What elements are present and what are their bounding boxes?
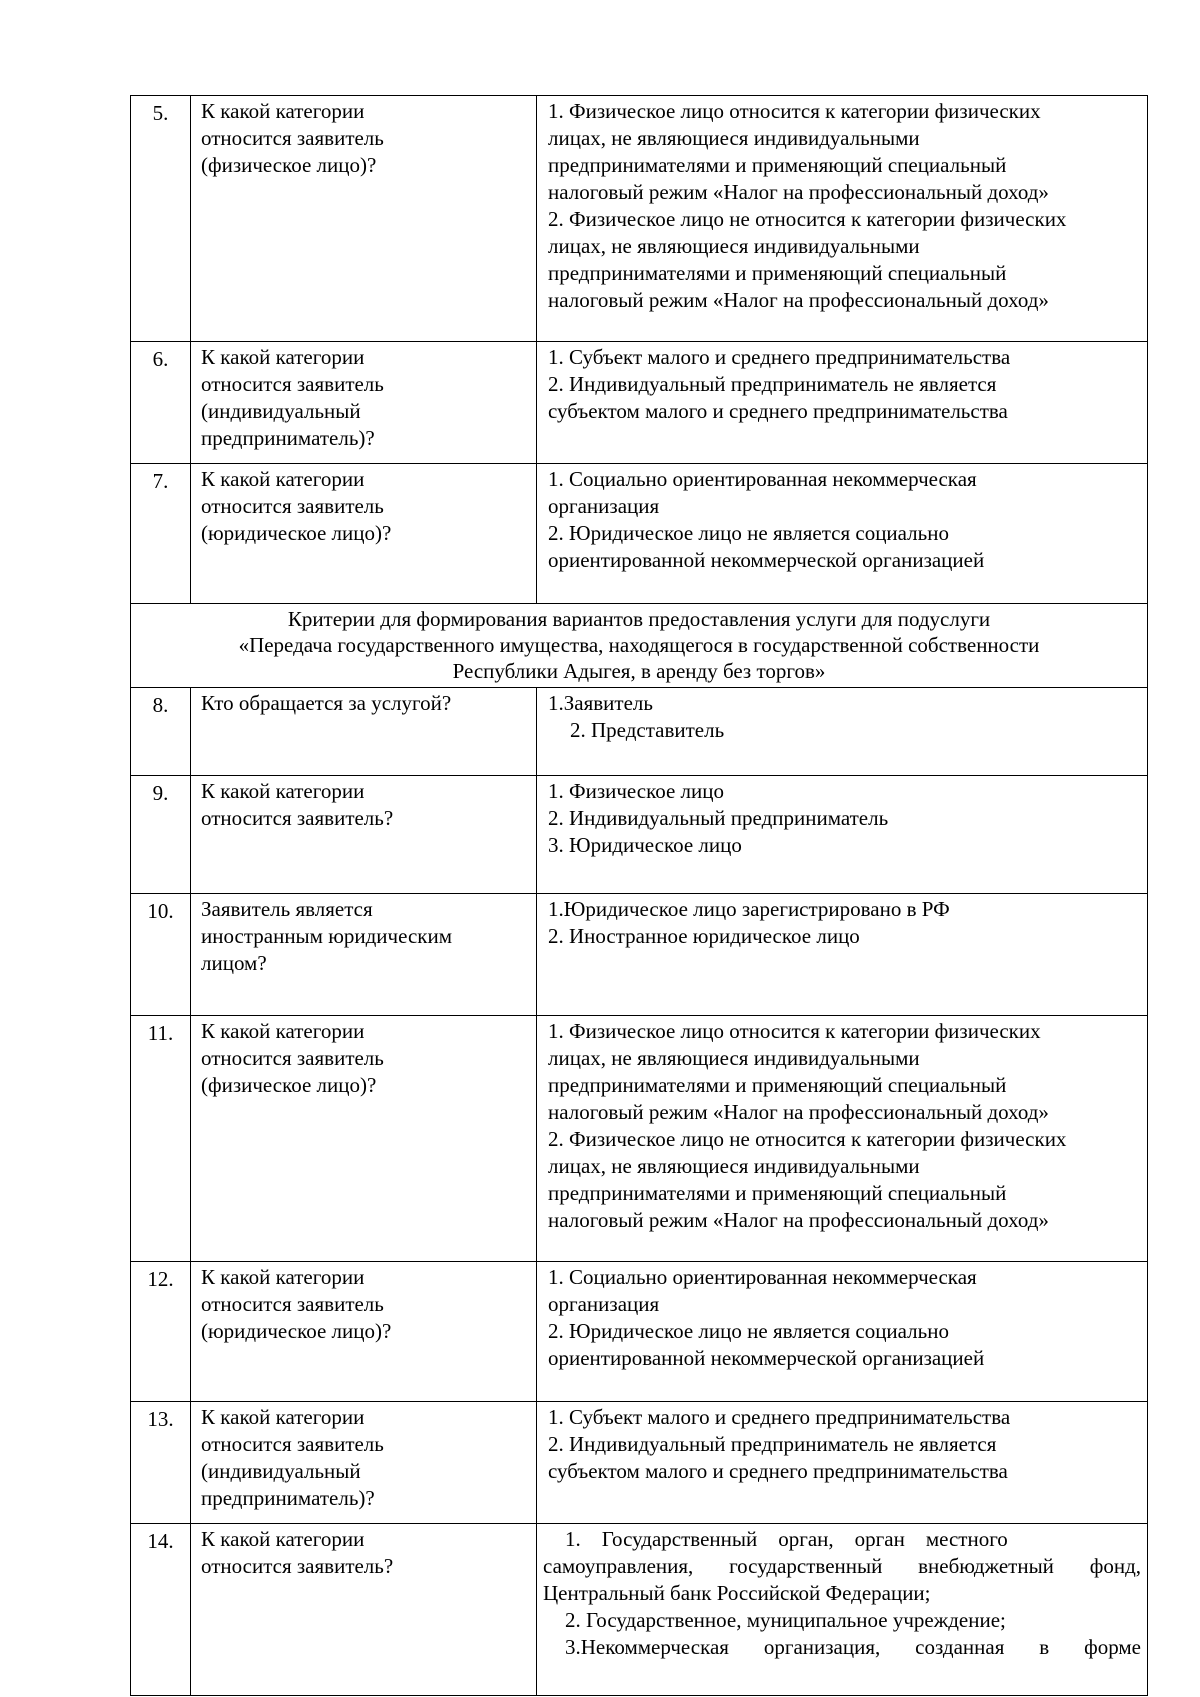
row-question: К какой категории относится заявитель (юридическое лицо)? (191, 1262, 537, 1402)
row-question: Заявитель является иностранным юридическим лицом? (191, 894, 537, 1016)
table-row (131, 1402, 1148, 1524)
row-number: 7. (131, 464, 191, 604)
row-number: 11. (131, 1016, 191, 1262)
row-answers: 1. Физическое лицо 2. Индивидуальный предприниматель 3. Юридическое лицо (537, 776, 1148, 894)
row-answers: 1.Заявитель 2. Представитель (537, 688, 1148, 776)
row-answers: 1. Физическое лицо относится к категории физических лицах, не являющиеся индивидуальными предпринимателями и применяющий специальный налоговый режим «Налог на профессиональный доход» 2. Физическое лицо не относится к категории физических лицах, не являющиеся индивидуальными предпринимателями и применяющий специальный налоговый режим «Налог на профессиональный доход» (537, 1016, 1148, 1262)
document-page (130, 95, 1147, 1696)
row-answers: 1. Физическое лицо относится к категории физических лицах, не являющиеся индивидуальными предпринимателями и применяющий специальный налоговый режим «Налог на профессиональный доход» 2. Физическое лицо не относится к категории физических лицах, не являющиеся индивидуальными предпринимателями и применяющий специальный налоговый режим «Налог на профессиональный доход» (537, 96, 1148, 342)
table-row (131, 464, 1148, 604)
table-row (131, 1016, 1148, 1262)
row-number: 6. (131, 342, 191, 464)
table-row (131, 342, 1148, 464)
row-number: 9. (131, 776, 191, 894)
row-answers: 1. Государственный орган, орган местного самоуправления, государственный внебюджетный фонд, Центральный банк Российской Федерации; 2. Государственное, муниципальное учреждение; 3.Некоммерческая организация, созданная в форме (537, 1524, 1148, 1696)
row-question: К какой категории относится заявитель (индивидуальный предприниматель)? (191, 1402, 537, 1524)
table-row (131, 894, 1148, 1016)
table-row (131, 688, 1148, 776)
table-row (131, 96, 1148, 342)
row-question: К какой категории относится заявитель? (191, 1524, 537, 1696)
row-question: Кто обращается за услугой? (191, 688, 537, 776)
row-answers: 1. Социально ориентированная некоммерческая организация 2. Юридическое лицо не является социально ориентированной некоммерческой организацией (537, 1262, 1148, 1402)
section-header-row (131, 604, 1148, 688)
row-number: 13. (131, 1402, 191, 1524)
criteria-table (130, 95, 1148, 1696)
row-question: К какой категории относится заявитель (физическое лицо)? (191, 1016, 537, 1262)
row-number: 5. (131, 96, 191, 342)
row-number: 8. (131, 688, 191, 776)
row-question: К какой категории относится заявитель? (191, 776, 537, 894)
section-header: Критерии для формирования вариантов предоставления услуги для подуслуги «Передача государственного имущества, находящегося в государственной собственности Республики Адыгея, в аренду без торгов» (131, 604, 1148, 688)
table-row (131, 776, 1148, 894)
row-question: К какой категории относится заявитель (юридическое лицо)? (191, 464, 537, 604)
row-answers: 1. Субъект малого и среднего предпринимательства 2. Индивидуальный предприниматель не является субъектом малого и среднего предпринимательства (537, 1402, 1148, 1524)
row-number: 14. (131, 1524, 191, 1696)
row-number: 10. (131, 894, 191, 1016)
row-question: К какой категории относится заявитель (физическое лицо)? (191, 96, 537, 342)
row-answers: 1.Юридическое лицо зарегистрировано в РФ 2. Иностранное юридическое лицо (537, 894, 1148, 1016)
table-row (131, 1524, 1148, 1696)
row-answers: 1. Субъект малого и среднего предпринимательства 2. Индивидуальный предприниматель не является субъектом малого и среднего предпринимательства (537, 342, 1148, 464)
row-question: К какой категории относится заявитель (индивидуальный предприниматель)? (191, 342, 537, 464)
row-number: 12. (131, 1262, 191, 1402)
table-row (131, 1262, 1148, 1402)
row-answers: 1. Социально ориентированная некоммерческая организация 2. Юридическое лицо не является социально ориентированной некоммерческой организацией (537, 464, 1148, 604)
